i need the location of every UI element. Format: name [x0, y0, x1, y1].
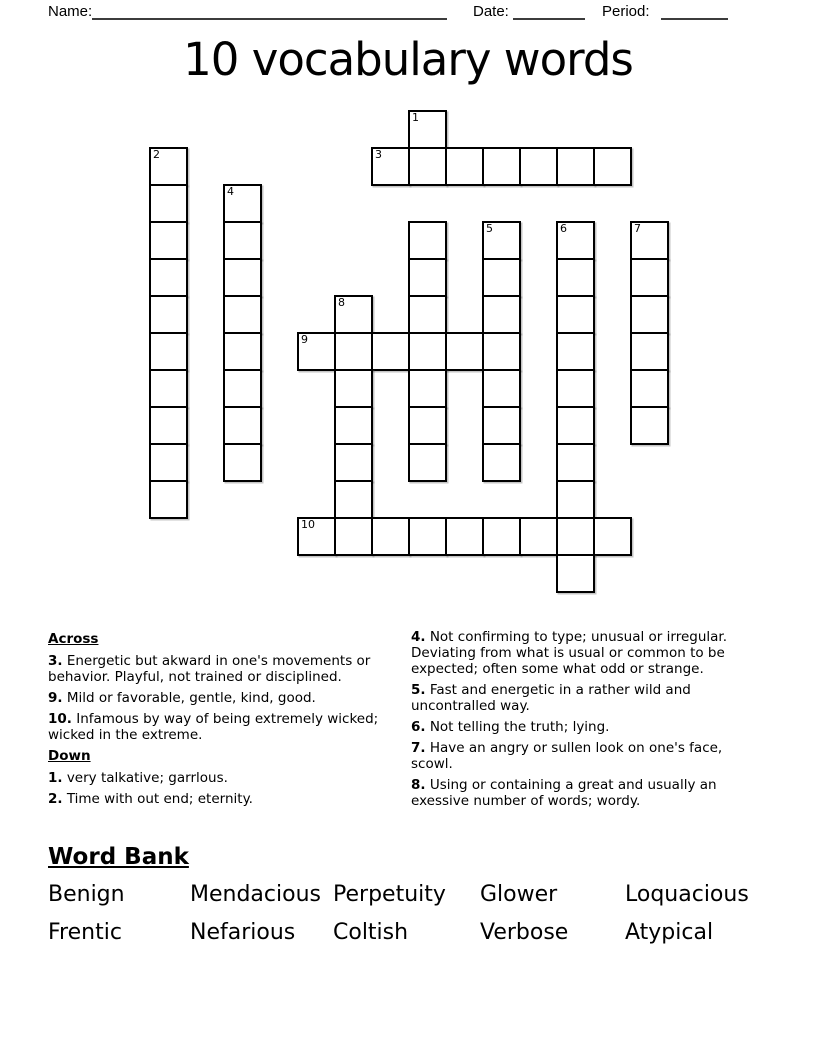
grid-cell[interactable]: [630, 369, 669, 408]
grid-cell[interactable]: [334, 295, 373, 334]
word-bank-word: Mendacious: [190, 882, 321, 907]
grid-cell[interactable]: [223, 295, 262, 334]
clue-item: 3. Energetic but akward in one's movements or behavior. Playful, not trained or disciplined.: [48, 653, 371, 685]
grid-cell[interactable]: [149, 443, 188, 482]
clue-number: 1: [412, 111, 419, 124]
clue-item: 1. very talkative; garrlous.: [48, 770, 228, 786]
clue-item: 6. Not telling the truth; lying.: [411, 719, 610, 735]
grid-cell[interactable]: [482, 332, 521, 371]
clue-number-label: 6.: [411, 719, 426, 735]
date-label: Date:: [473, 3, 509, 20]
grid-cell[interactable]: [334, 332, 373, 371]
grid-cell[interactable]: [408, 147, 447, 186]
clue-item: 4. Not confirming to type; unusual or irregular. Deviating from what is usual or common to be expected; often some what odd or strange.: [411, 629, 728, 677]
grid-cell[interactable]: [334, 517, 373, 556]
clue-item: 10. Infamous by way of being extremely wicked; wicked in the extreme.: [48, 711, 379, 743]
grid-cell[interactable]: [630, 295, 669, 334]
grid-cell[interactable]: [556, 554, 595, 593]
grid-cell[interactable]: [408, 517, 447, 556]
grid-cell[interactable]: [149, 332, 188, 371]
grid-cell[interactable]: [556, 147, 595, 186]
clues-right-column: [411, 629, 765, 814]
grid-cell[interactable]: [149, 295, 188, 334]
word-bank-word: Loquacious: [625, 882, 749, 907]
clue-item: 9. Mild or favorable, gentle, kind, good.: [48, 690, 316, 706]
grid-cell[interactable]: [408, 443, 447, 482]
grid-cell[interactable]: [482, 147, 521, 186]
grid-cell[interactable]: [223, 221, 262, 260]
word-bank-word: Benign: [48, 882, 125, 907]
puzzle-title: 10 vocabulary words: [183, 33, 633, 86]
word-bank-word: Nefarious: [190, 920, 296, 945]
grid-cell[interactable]: [519, 147, 558, 186]
grid-cell[interactable]: [223, 184, 262, 223]
grid-cell[interactable]: [445, 517, 484, 556]
clue-number-label: 8.: [411, 777, 426, 793]
grid-cell[interactable]: [149, 258, 188, 297]
grid-cell[interactable]: [556, 221, 595, 260]
grid-cell[interactable]: [482, 221, 521, 260]
clue-item: 5. Fast and energetic in a rather wild and uncontralled way.: [411, 682, 691, 714]
grid-cell[interactable]: [630, 221, 669, 260]
grid-cell[interactable]: [556, 480, 595, 519]
grid-cell[interactable]: [482, 406, 521, 445]
grid-cell[interactable]: [223, 406, 262, 445]
period-label: Period:: [602, 3, 650, 20]
grid-cell[interactable]: [408, 332, 447, 371]
word-bank: [48, 882, 788, 958]
name-label: Name:: [48, 3, 93, 20]
clues-section-heading: Across: [48, 631, 99, 647]
grid-cell[interactable]: [408, 258, 447, 297]
grid-cell[interactable]: [556, 406, 595, 445]
grid-cell[interactable]: [408, 369, 447, 408]
grid-cell[interactable]: [556, 517, 595, 556]
grid-cell[interactable]: [408, 221, 447, 260]
clue-number-label: 4.: [411, 629, 426, 645]
grid-cell[interactable]: [556, 258, 595, 297]
clue-number: 9: [301, 333, 308, 346]
period-blank-line[interactable]: [661, 3, 728, 20]
grid-cell[interactable]: [593, 147, 632, 186]
grid-cell[interactable]: [593, 517, 632, 556]
clue-number-label: 10.: [48, 711, 72, 727]
grid-cell[interactable]: [556, 443, 595, 482]
word-bank-word: Verbose: [480, 920, 569, 945]
word-bank-row: [48, 920, 788, 958]
grid-cell[interactable]: [223, 369, 262, 408]
word-bank-word: Frentic: [48, 920, 122, 945]
clues-section-heading: Down: [48, 748, 91, 764]
grid-cell[interactable]: [149, 369, 188, 408]
word-bank-word: Coltish: [333, 920, 409, 945]
clues-left-column: [48, 629, 386, 812]
word-bank-word: Glower: [480, 882, 558, 907]
date-blank-line[interactable]: [513, 3, 585, 20]
grid-cell[interactable]: [149, 480, 188, 519]
grid-cell[interactable]: [482, 369, 521, 408]
grid-cell[interactable]: [149, 184, 188, 223]
clue-number-label: 5.: [411, 682, 426, 698]
grid-cell[interactable]: [149, 221, 188, 260]
clue-number-label: 9.: [48, 690, 63, 706]
grid-cell[interactable]: [630, 406, 669, 445]
grid-cell[interactable]: [408, 110, 447, 149]
grid-cell[interactable]: [334, 443, 373, 482]
grid-cell[interactable]: [297, 332, 336, 371]
name-blank-line[interactable]: [92, 3, 447, 20]
grid-cell[interactable]: [556, 369, 595, 408]
grid-cell[interactable]: [371, 147, 410, 186]
clue-number: 2: [153, 148, 160, 161]
clue-item: 7. Have an angry or sullen look on one's face, scowl.: [411, 740, 723, 772]
grid-cell[interactable]: [408, 406, 447, 445]
clue-number: 6: [560, 222, 567, 235]
grid-cell[interactable]: [149, 406, 188, 445]
clue-number: 10: [301, 518, 315, 531]
grid-cell[interactable]: [223, 332, 262, 371]
clue-number-label: 7.: [411, 740, 426, 756]
grid-cell[interactable]: [556, 332, 595, 371]
clue-number-label: 3.: [48, 653, 63, 669]
grid-cell[interactable]: [630, 332, 669, 371]
grid-cell[interactable]: [149, 147, 188, 186]
clue-item: 8. Using or containing a great and usually an exessive number of words; wordy.: [411, 777, 717, 809]
grid-cell[interactable]: [482, 443, 521, 482]
grid-cell[interactable]: [334, 480, 373, 519]
word-bank-row: [48, 882, 788, 920]
clue-number: 8: [338, 296, 345, 309]
grid-cell[interactable]: [371, 332, 410, 371]
grid-cell[interactable]: [371, 517, 410, 556]
grid-cell[interactable]: [334, 369, 373, 408]
word-bank-word: Atypical: [625, 920, 714, 945]
grid-cell[interactable]: [445, 332, 484, 371]
grid-cell[interactable]: [334, 406, 373, 445]
grid-cell[interactable]: [223, 443, 262, 482]
grid-cell[interactable]: [482, 258, 521, 297]
clue-number-label: 1.: [48, 770, 63, 786]
clue-number: 3: [375, 148, 382, 161]
worksheet-header: [0, 0, 816, 28]
grid-cell[interactable]: [519, 517, 558, 556]
word-bank-word: Perpetuity: [333, 882, 446, 907]
clue-number: 5: [486, 222, 493, 235]
grid-cell[interactable]: [445, 147, 484, 186]
grid-cell[interactable]: [556, 295, 595, 334]
grid-cell[interactable]: [482, 295, 521, 334]
clue-number-label: 2.: [48, 791, 63, 807]
grid-cell[interactable]: [223, 258, 262, 297]
clue-item: 2. Time with out end; eternity.: [48, 791, 253, 807]
grid-cell[interactable]: [482, 517, 521, 556]
word-bank-heading: Word Bank: [48, 844, 189, 870]
clue-number: 7: [634, 222, 641, 235]
grid-cell[interactable]: [297, 517, 336, 556]
grid-cell[interactable]: [630, 258, 669, 297]
grid-cell[interactable]: [408, 295, 447, 334]
clue-number: 4: [227, 185, 234, 198]
